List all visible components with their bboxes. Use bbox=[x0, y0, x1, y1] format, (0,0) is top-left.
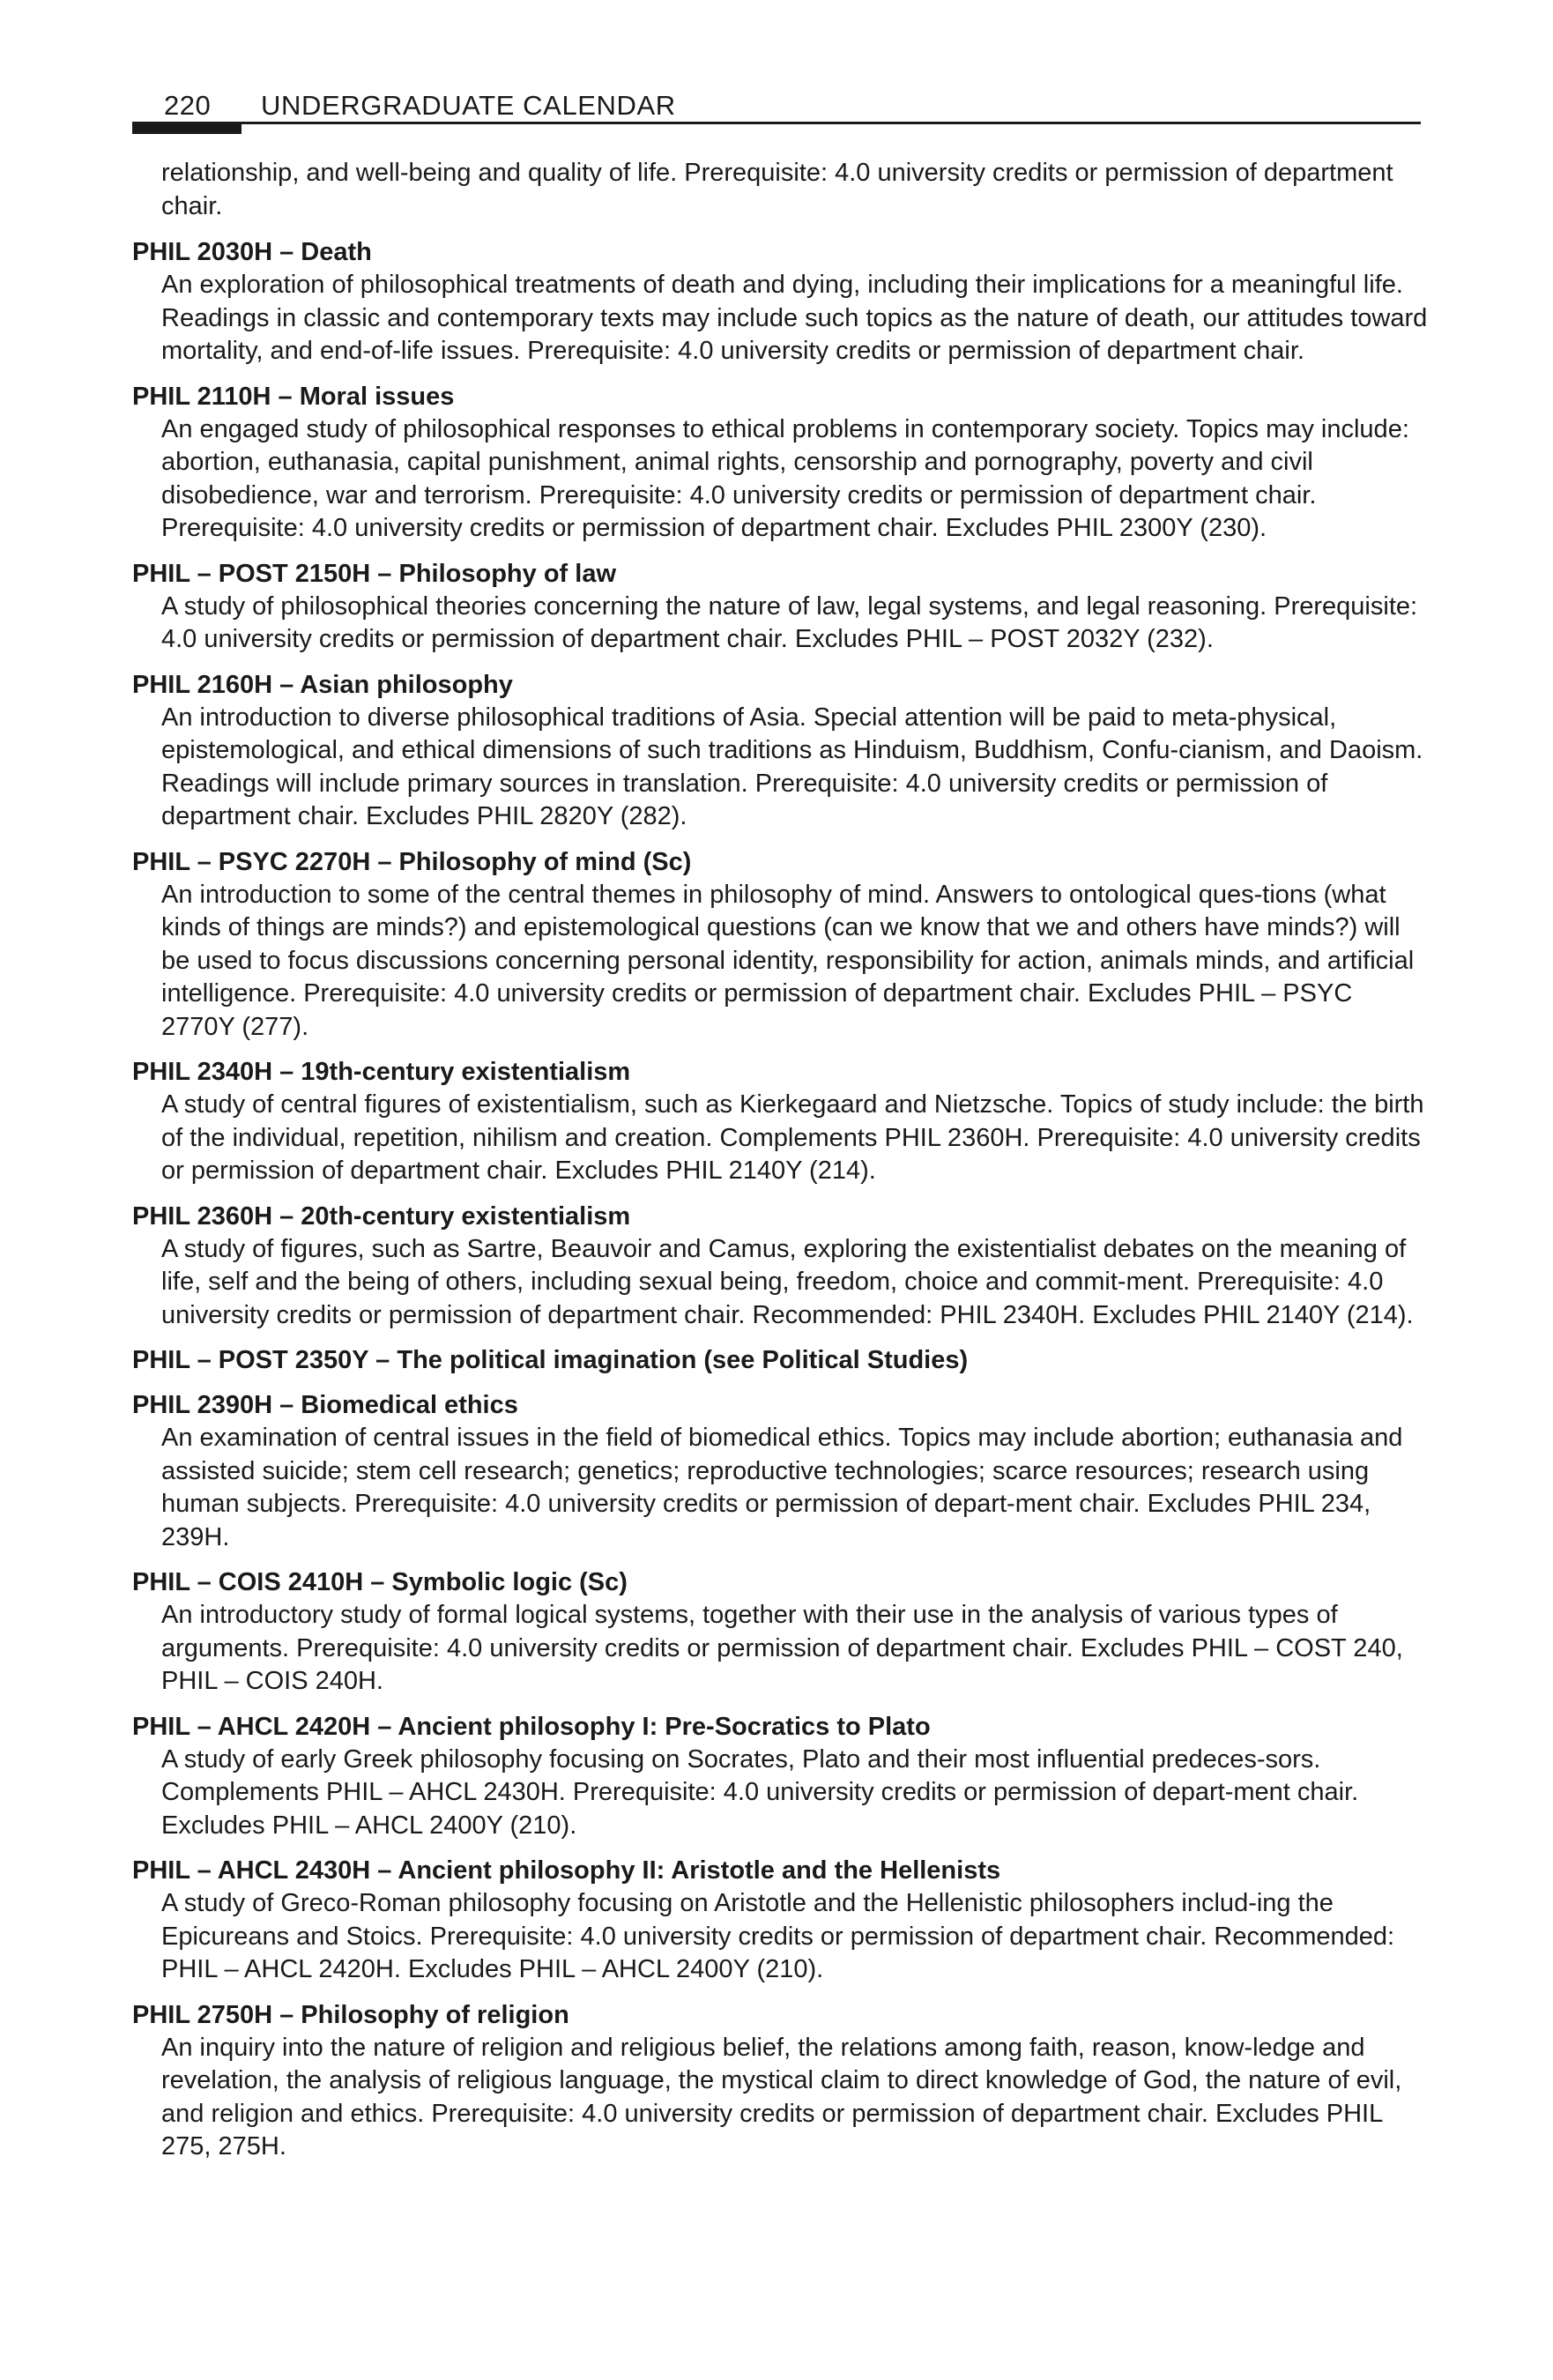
course-description: An inquiry into the nature of religion and religious belief, the relations among faith, reason, know-ledge and revelation, the analysis of religious language, the mystical claim to direct knowledge of God, the nature of evil, and religion and ethics. Prerequisite: 4.0 university credits or permission of department chair. Excludes PHIL 275, 275H. bbox=[161, 2033, 1402, 2161]
course-listing bbox=[132, 157, 1428, 2175]
continued-description: relationship, and well-being and quality of life. Prerequisite: 4.0 university credits or permission of department chair. bbox=[161, 159, 1393, 220]
course-description: A study of early Greek philosophy focusing on Socrates, Plato and their most influential predeces-sors. Complements PHIL – AHCL 2430H. Prerequisite: 4.0 university credits or permission of depart-ment chair. Excludes PHIL – AHCL 2400Y (210). bbox=[161, 1744, 1359, 1840]
header-rule-tab bbox=[132, 122, 241, 134]
course-title: PHIL 2110H – Moral issues bbox=[132, 382, 455, 411]
page-header bbox=[164, 83, 1421, 122]
course-description: A study of central figures of existentialism, such as Kierkegaard and Nietzsche. Topics of study include: the birth of the individual, repetition, nihilism and creation. Complements PHIL 2360H. Prerequisite: 4.0 university credits or permission of department chair. Excludes PHIL 2140Y (214). bbox=[161, 1090, 1424, 1185]
course-entry bbox=[132, 380, 1428, 546]
course-title: PHIL 2360H – 20th-century existentialism bbox=[132, 1201, 631, 1231]
course-entry bbox=[132, 1854, 1428, 1987]
course-entry bbox=[132, 1388, 1428, 1554]
course-title: PHIL – AHCL 2420H – Ancient philosophy I: Pre-Socratics to Plato bbox=[132, 1712, 931, 1741]
course-entry bbox=[132, 1998, 1428, 2164]
course-title: PHIL – AHCL 2430H – Ancient philosophy II: Aristotle and the Hellenists bbox=[132, 1856, 1001, 1885]
course-title: PHIL – POST 2150H – Philosophy of law bbox=[132, 559, 617, 588]
course-entry bbox=[132, 1710, 1428, 1843]
course-entry bbox=[132, 1055, 1428, 1188]
course-title: PHIL – PSYC 2270H – Philosophy of mind (Sc) bbox=[132, 847, 692, 876]
course-description: An exploration of philosophical treatments of death and dying, including their implications for a meaningful life. Readings in classic and contemporary texts may include such topics as the nature of death, our attitudes toward mortality, and end-of-life issues. Prerequisite: 4.0 university credits or permission of department chair. bbox=[161, 271, 1428, 365]
course-description: A study of Greco-Roman philosophy focusing on Aristotle and the Hellenistic philosophers includ-ing the Epicureans and Stoics. Prerequisite: 4.0 university credits or permission of department chair. Recommended: PHIL – AHCL 2420H. Excludes PHIL – AHCL 2400Y (210). bbox=[161, 1889, 1395, 1983]
course-description: An introduction to some of the central themes in philosophy of mind. Answers to ontological ques-tions (what kinds of things are minds?) and epistemological questions (can we know that we and others have minds?) will be used to focus discussions concerning personal identity, responsibility for action, animals minds, and artificial intelligence. Prerequisite: 4.0 university credits or permission of department chair. Excludes PHIL – PSYC 2770Y (277). bbox=[161, 880, 1415, 1041]
course-description: An introduction to diverse philosophical traditions of Asia. Special attention will be paid to meta-physical, epistemological, and ethical dimensions of such traditions as Hinduism, Buddhism, Confu-cianism, and Daoism. Readings will include primary sources in translation. Prerequisite: 4.0 university credits or permission of department chair. Excludes PHIL 2820Y (282). bbox=[161, 703, 1423, 830]
course-title: PHIL 2160H – Asian philosophy bbox=[132, 670, 513, 699]
course-title: PHIL 2750H – Philosophy of religion bbox=[132, 2000, 569, 2029]
running-head: UNDERGRADUATE CALENDAR bbox=[261, 90, 676, 121]
course-title: PHIL 2030H – Death bbox=[132, 238, 372, 266]
course-title: PHIL – POST 2350Y – The political imagination (see Political Studies) bbox=[132, 1346, 969, 1374]
course-title: PHIL 2340H – 19th-century existentialism bbox=[132, 1058, 631, 1086]
course-description: An examination of central issues in the field of biomedical ethics. Topics may include abortion; euthanasia and assisted suicide; stem cell research; genetics; reproductive technologies; scarce resources; research using human subjects. Prerequisite: 4.0 university credits or permission of depart-ment chair. Excludes PHIL 234, 239H. bbox=[161, 1424, 1403, 1551]
course-entry bbox=[132, 1200, 1428, 1333]
course-description: A study of figures, such as Sartre, Beauvoir and Camus, exploring the existentialist debates on the meaning of life, self and the being of others, including sexual being, freedom, choice and commit-ment. Prerequisite: 4.0 university credits or permission of department chair. Recommended: PHIL 2340H. Excludes PHIL 2140Y (214). bbox=[161, 1234, 1414, 1329]
course-entry bbox=[132, 845, 1428, 1045]
course-entry bbox=[132, 668, 1428, 834]
course-title: PHIL – COIS 2410H – Symbolic logic (Sc) bbox=[132, 1568, 628, 1596]
page-number: 220 bbox=[164, 90, 212, 121]
course-description: An introductory study of formal logical systems, together with their use in the analysis of various types of arguments. Prerequisite: 4.0 university credits or permission of department chair. Excludes PHIL – COST 240, PHIL – COIS 240H. bbox=[161, 1601, 1403, 1695]
course-entry bbox=[132, 1343, 1428, 1377]
course-entry bbox=[132, 235, 1428, 368]
course-title: PHIL 2390H – Biomedical ethics bbox=[132, 1391, 518, 1419]
course-description: A study of philosophical theories concerning the nature of law, legal systems, and legal reasoning. Prerequisite: 4.0 university credits or permission of department chair. Excludes PHIL – POST 2032Y (232). bbox=[161, 591, 1418, 653]
course-entry bbox=[132, 1566, 1428, 1699]
course-description: An engaged study of philosophical responses to ethical problems in contemporary society. Topics may include: abortion, euthanasia, capital punishment, animal rights, censorship and pornography, poverty and civil disobedience, war and terrorism. Prerequisite: 4.0 university credits or permission of department chair. Prerequisite: 4.0 university credits or permission of department chair. Excludes PHIL 2300Y (230). bbox=[161, 414, 1409, 542]
header-rule bbox=[132, 122, 1421, 124]
course-entry bbox=[132, 557, 1428, 657]
